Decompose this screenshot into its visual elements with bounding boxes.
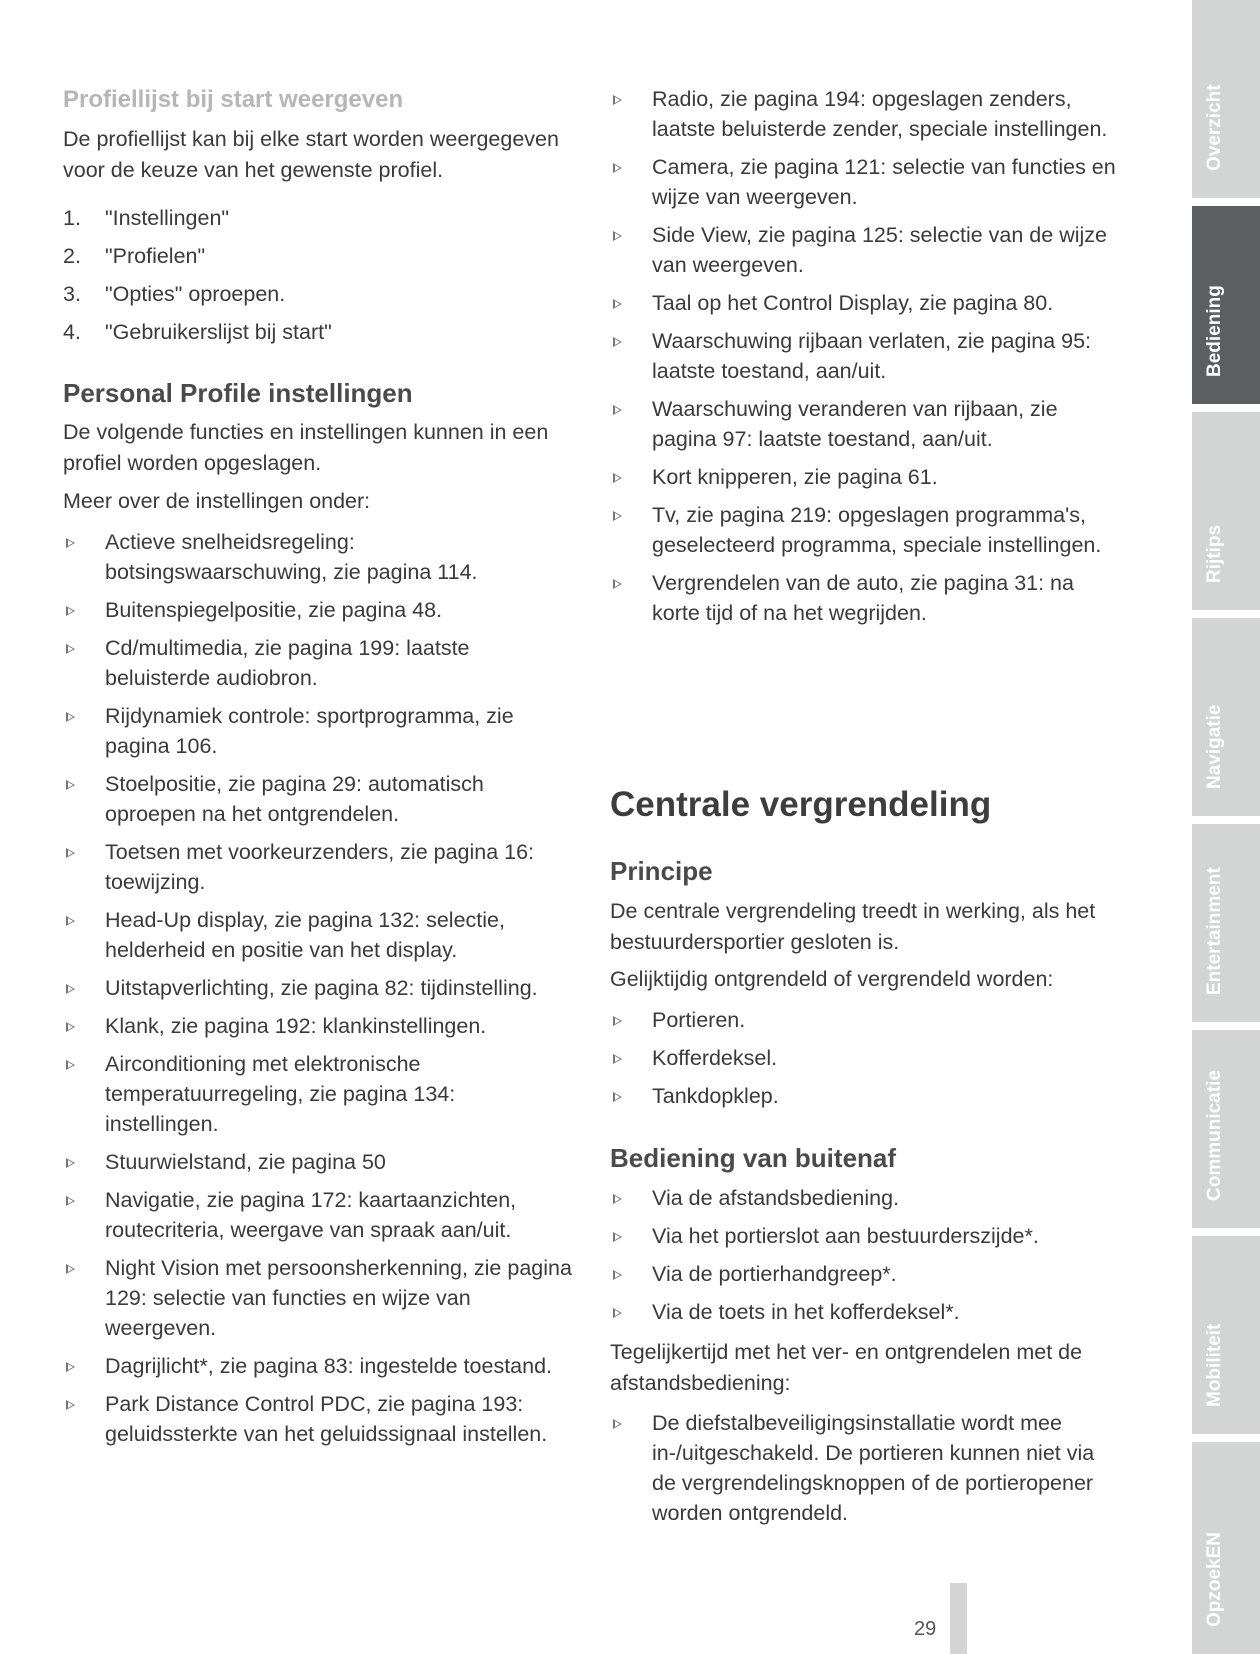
list-item: Toetsen met voorkeurzenders, zie pagina 16: toewijzing.: [63, 837, 573, 897]
step-text: "Profielen": [105, 244, 206, 268]
list-item: Via de portierhandgreep*.: [610, 1259, 1120, 1289]
triangle-bullet-icon: [613, 163, 622, 173]
heading-profile-list: Profiellijst bij start weergeven: [63, 86, 404, 113]
triangle-bullet-icon: [66, 538, 75, 548]
tab-overzicht[interactable]: Overzicht: [1192, 0, 1260, 202]
list-item: Side View, zie pagina 125: selectie van de wijze van weergeven.: [610, 220, 1120, 280]
triangle-bullet-icon: [66, 606, 75, 616]
triangle-bullet-icon: [66, 1362, 75, 1372]
settings-list: [63, 527, 573, 1457]
triangle-bullet-icon: [613, 1194, 622, 1204]
triangle-bullet-icon: [613, 1308, 622, 1318]
list-item: Waarschuwing veranderen van rijbaan, zie pagina 97: laatste toestand, aan/uit.: [610, 394, 1120, 454]
step-item: [63, 199, 332, 237]
triangle-bullet-icon: [66, 712, 75, 722]
triangle-bullet-icon: [613, 1054, 622, 1064]
list-item: Dagrijlicht*, zie pagina 83: ingestelde toestand.: [63, 1351, 573, 1381]
list-item: Navigatie, zie pagina 172: kaartaanzichten, routecriteria, weergave van spraak aan/uit.: [63, 1185, 573, 1245]
step-item: [63, 313, 332, 351]
list-item: Waarschuwing rijbaan verlaten, zie pagina 95: laatste toestand, aan/uit.: [610, 326, 1120, 386]
list-item: Night Vision met persoonsherkenning, zie pagina 129: selectie van functies en wijze van weergeven.: [63, 1253, 573, 1343]
triangle-bullet-icon: [66, 848, 75, 858]
list-item: De diefstalbeveiligingsinstallatie wordt mee in-/uitgeschakeld. De portieren kunnen niet via de vergrendelingsknoppen of de portieropener worden ontgrendeld.: [610, 1408, 1120, 1528]
list-item: Actieve snelheidsregeling: botsingswaarschuwing, zie pagina 114.: [63, 527, 573, 587]
triangle-bullet-icon: [66, 644, 75, 654]
step-text: "Instellingen": [105, 206, 230, 230]
triangle-bullet-icon: [66, 1400, 75, 1410]
heading-principle: Principe: [610, 856, 713, 886]
triangle-bullet-icon: [613, 405, 622, 415]
triangle-bullet-icon: [66, 780, 75, 790]
triangle-bullet-icon: [613, 95, 622, 105]
triangle-bullet-icon: [613, 299, 622, 309]
triangle-bullet-icon: [613, 473, 622, 483]
list-item: Via de afstandsbediening.: [610, 1183, 1120, 1213]
list-item: Taal op het Control Display, zie pagina 80.: [610, 288, 1120, 318]
list-item: Radio, zie pagina 194: opgeslagen zenders, laatste beluisterde zender, speciale instellingen.: [610, 84, 1120, 144]
list-item: Tankdopklep.: [610, 1081, 1120, 1111]
page-number: 29: [914, 1618, 937, 1640]
triangle-bullet-icon: [613, 231, 622, 241]
list-item: Vergrendelen van de auto, zie pagina 31: na korte tijd of na het wegrijden.: [610, 568, 1120, 628]
triangle-bullet-icon: [66, 1196, 75, 1206]
list-item: Via het portierslot aan bestuurderszijde*.: [610, 1221, 1120, 1251]
more-info: Meer over de instellingen onder:: [63, 489, 371, 513]
tab-opzoeken[interactable]: OpzoekEN: [1192, 1442, 1260, 1654]
tab-entertainment[interactable]: Entertainment: [1192, 824, 1260, 1026]
principle-text: De centrale vergrendeling treedt in werking, als het bestuurdersportier gesloten is.: [610, 899, 1096, 954]
tab-communicatie[interactable]: Communicatie: [1192, 1030, 1260, 1232]
triangle-bullet-icon: [613, 1016, 622, 1026]
triangle-bullet-icon: [66, 1158, 75, 1168]
triangle-bullet-icon: [613, 1270, 622, 1280]
tab-navigatie[interactable]: Navigatie: [1192, 618, 1260, 820]
outside-list: [610, 1183, 1120, 1335]
triangle-bullet-icon: [66, 1022, 75, 1032]
heading-outside-operation: Bediening van buitenaf: [610, 1143, 897, 1173]
step-item: [63, 275, 332, 313]
triangle-bullet-icon: [613, 1419, 622, 1429]
step-text: "Opties" oproepen.: [105, 282, 286, 306]
list-item: Klank, zie pagina 192: klankinstellingen.: [63, 1011, 573, 1041]
list-item: Cd/multimedia, zie pagina 199: laatste beluisterde audiobron.: [63, 633, 573, 693]
heading-personal-profile: Personal Profile instellingen: [63, 378, 413, 408]
triangle-bullet-icon: [66, 1060, 75, 1070]
list-item: Portieren.: [610, 1005, 1120, 1035]
triangle-bullet-icon: [613, 1232, 622, 1242]
tab-rijtips[interactable]: Rijtips: [1192, 412, 1260, 614]
profile-list-intro: De profiellijst kan bij elke start worden weergegeven voor de keuze van het gewenste profiel.: [63, 127, 559, 182]
triangle-bullet-icon: [613, 337, 622, 347]
step-number: 2.: [63, 244, 81, 268]
settings-list-continued: [610, 84, 1120, 636]
chapter-sidebar: [1192, 0, 1260, 1654]
simultaneous-list: [610, 1005, 1120, 1119]
heading-central-locking: Centrale vergrendeling: [610, 785, 992, 824]
triangle-bullet-icon: [66, 1264, 75, 1274]
list-item: Kort knipperen, zie pagina 61.: [610, 462, 1120, 492]
step-number: 1.: [63, 206, 81, 230]
list-item: Stuurwielstand, zie pagina 50: [63, 1147, 573, 1177]
simultaneous-text: Gelijktijdig ontgrendeld of vergrendeld worden:: [610, 967, 1054, 991]
list-item: Uitstapverlichting, zie pagina 82: tijdinstelling.: [63, 973, 573, 1003]
page-number-bar: [950, 1583, 967, 1654]
list-item: Airconditioning met elektronische temperatuurregeling, zie pagina 134: instellingen.: [63, 1049, 573, 1139]
settings-intro: De volgende functies en instellingen kunnen in een profiel worden opgeslagen.: [63, 420, 549, 475]
remote-text: Tegelijkertijd met het ver- en ontgrendelen met de afstandsbediening:: [610, 1340, 1083, 1395]
tab-mobiliteit[interactable]: Mobiliteit: [1192, 1236, 1260, 1438]
triangle-bullet-icon: [613, 579, 622, 589]
step-item: [63, 237, 332, 275]
list-item: Via de toets in het kofferdeksel*.: [610, 1297, 1120, 1327]
tab-bediening[interactable]: Bediening: [1192, 206, 1260, 408]
list-item: Tv, zie pagina 219: opgeslagen programma's, geselecteerd programma, speciale instellingen.: [610, 500, 1120, 560]
steps-list: [63, 199, 332, 351]
remote-list: [610, 1408, 1120, 1536]
triangle-bullet-icon: [66, 984, 75, 994]
triangle-bullet-icon: [613, 511, 622, 521]
triangle-bullet-icon: [613, 1092, 622, 1102]
list-item: Buitenspiegelpositie, zie pagina 48.: [63, 595, 573, 625]
list-item: Head-Up display, zie pagina 132: selectie, helderheid en positie van het display.: [63, 905, 573, 965]
list-item: Camera, zie pagina 121: selectie van functies en wijze van weergeven.: [610, 152, 1120, 212]
list-item: Park Distance Control PDC, zie pagina 193: geluidssterkte van het geluidssignaal instellen.: [63, 1389, 573, 1449]
list-item: Stoelpositie, zie pagina 29: automatisch oproepen na het ontgrendelen.: [63, 769, 573, 829]
list-item: Kofferdeksel.: [610, 1043, 1120, 1073]
triangle-bullet-icon: [66, 916, 75, 926]
list-item: Rijdynamiek controle: sportprogramma, zie pagina 106.: [63, 701, 573, 761]
step-number: 3.: [63, 282, 81, 306]
step-text: "Gebruikerslijst bij start": [105, 320, 332, 344]
step-number: 4.: [63, 320, 81, 344]
